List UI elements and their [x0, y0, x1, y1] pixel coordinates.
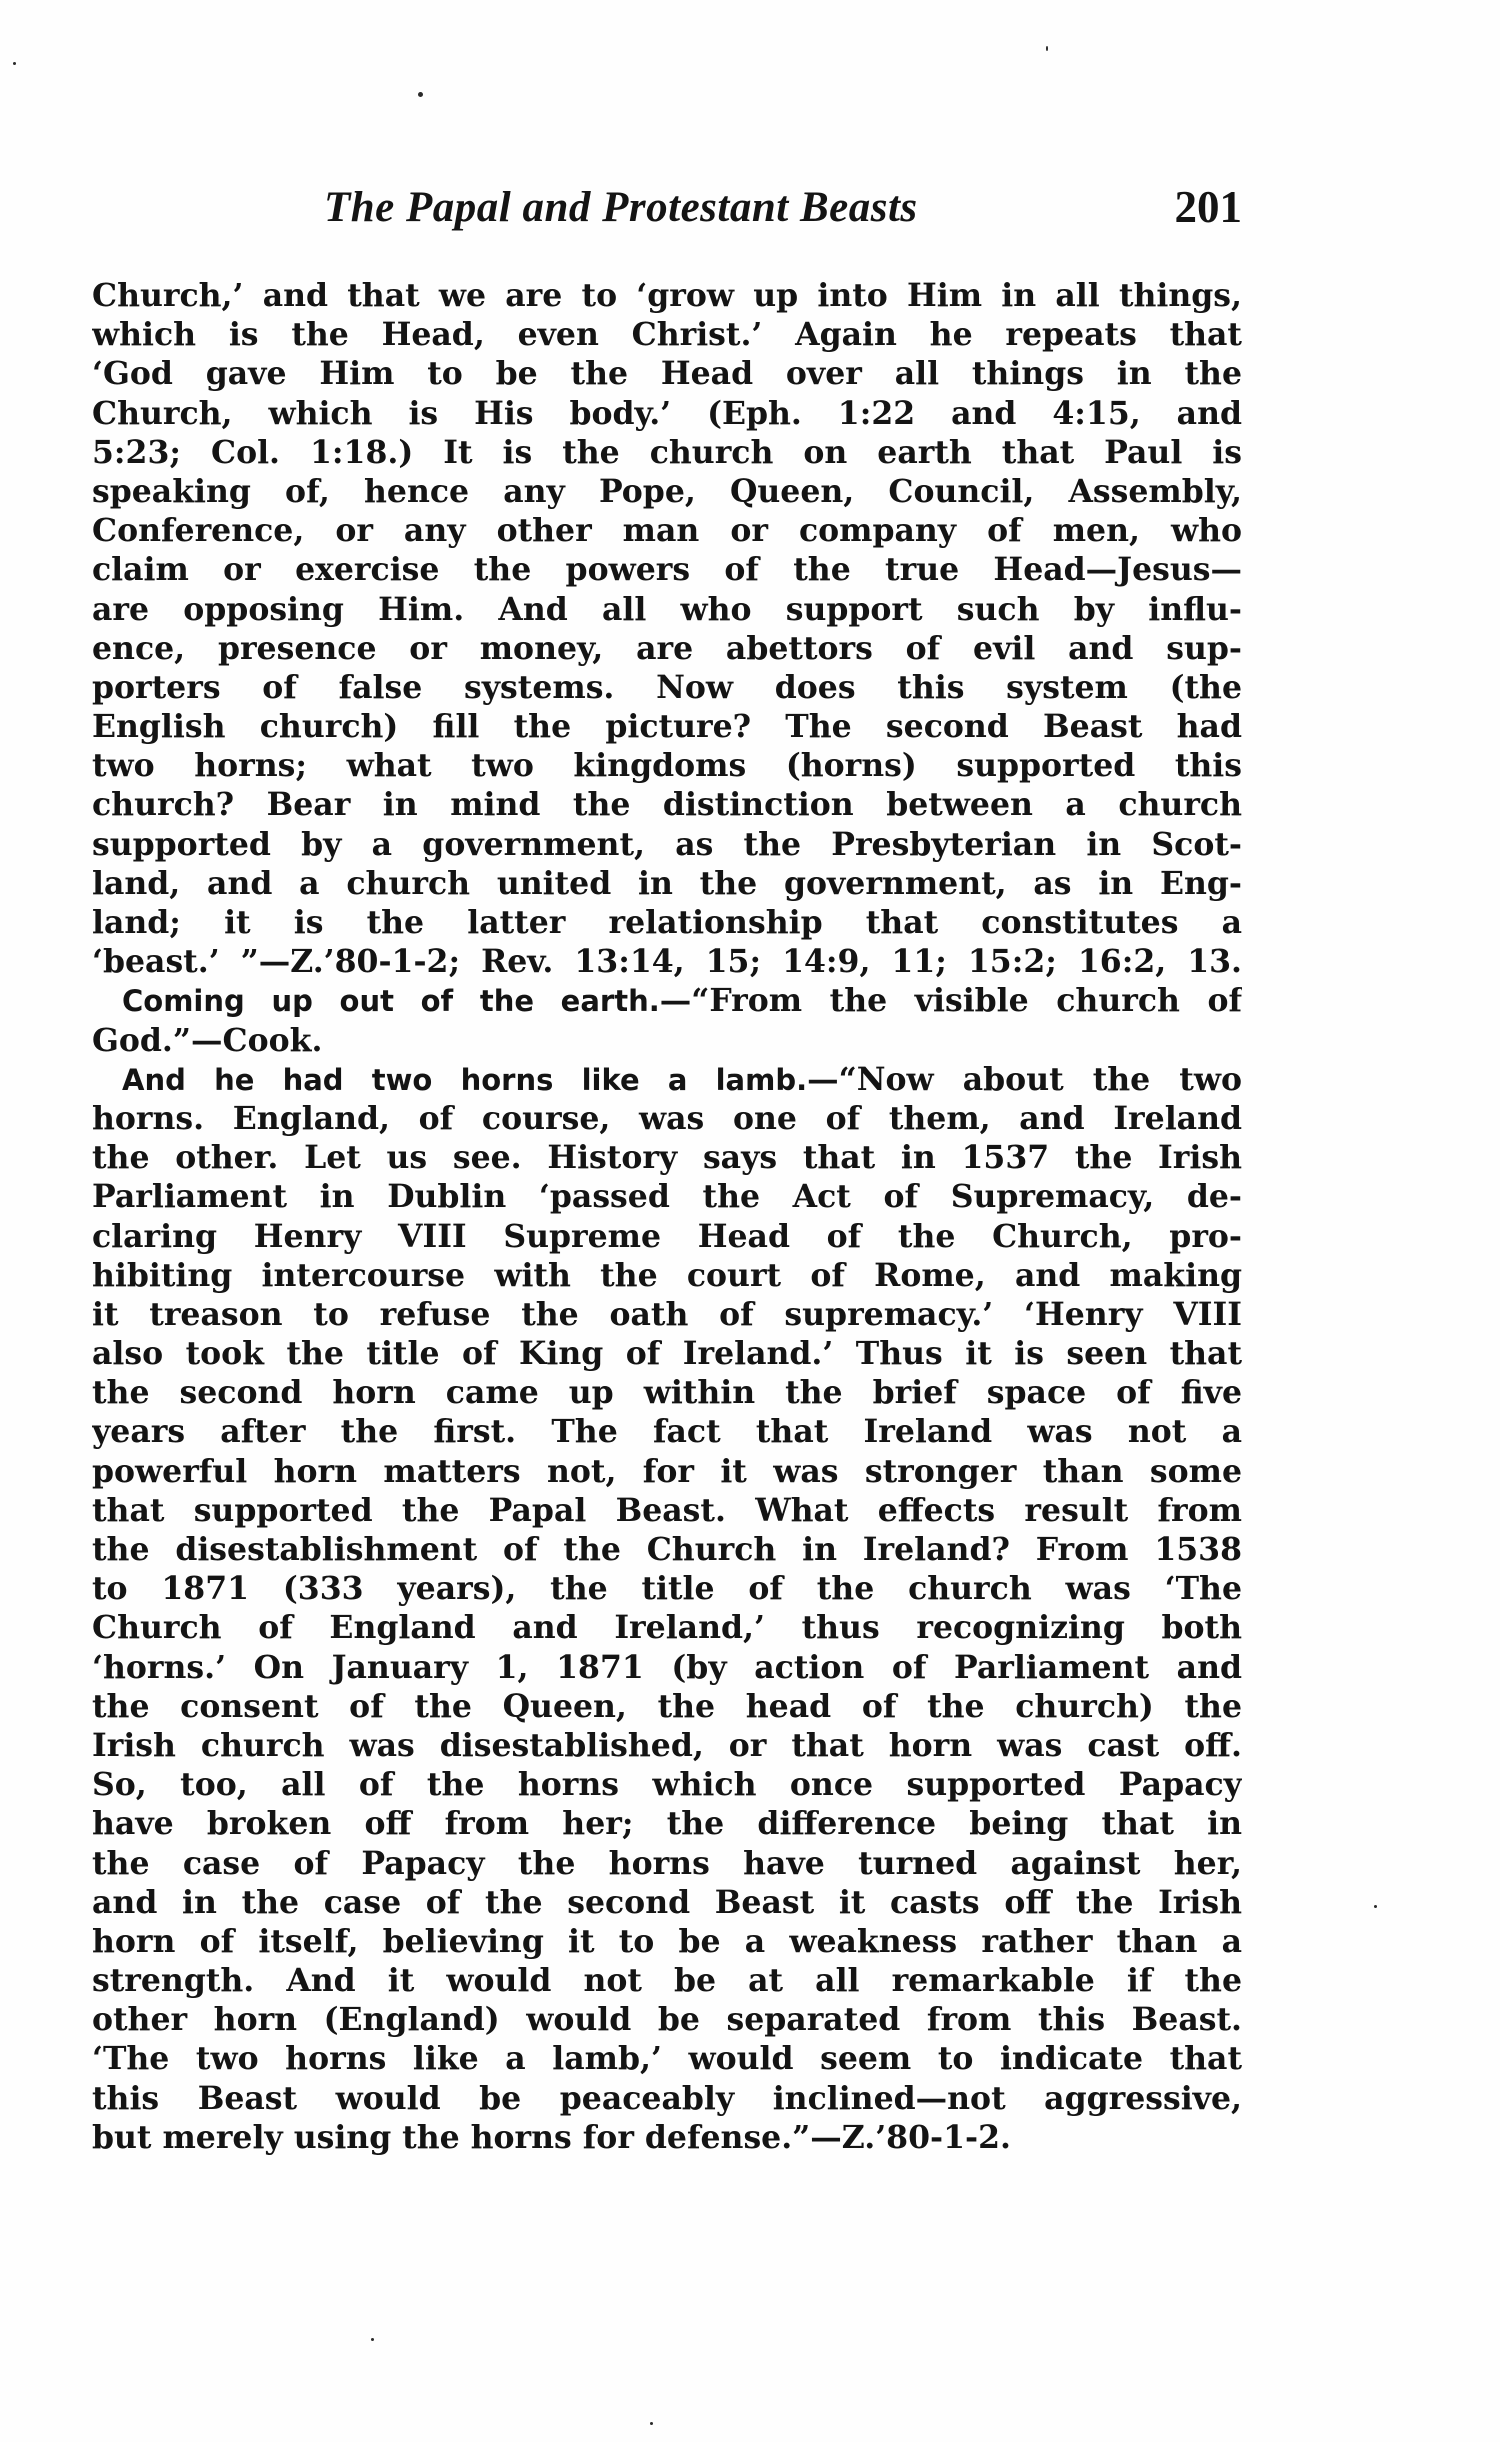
scan-speck: [650, 2422, 653, 2425]
text-line: have broken off from her; the difference being that in: [92, 1805, 1242, 1843]
text-line: the second horn came up within the brief space of five: [92, 1374, 1242, 1412]
text-line: the disestablishment of the Church in Ireland? From 1538: [92, 1531, 1242, 1568]
text-line: horn of itself, believing it to be a weakness rather than a: [92, 1922, 1242, 1960]
text-line: ‘God gave Him to be the Head over all things in the: [92, 355, 1242, 393]
text-line: which is the Head, even Christ.’ Again he repeats that: [92, 316, 1242, 354]
page-body: [92, 276, 1242, 2157]
text-line: ‘The two horns like a lamb,’ would seem to indicate that: [92, 2040, 1242, 2078]
text-line: speaking of, hence any Pope, Queen, Council, Assembly,: [92, 472, 1242, 510]
text-line: the case of Papacy the horns have turned against her,: [92, 1844, 1242, 1882]
verse-lead: And he had two horns like a lamb.: [122, 1062, 808, 1097]
text-line: ‘horns.’ On January 1, 1871 (by action of Parliament and: [92, 1648, 1242, 1686]
scan-speck: [1374, 1905, 1377, 1908]
text-line: hibiting intercourse with the court of Rome, and making: [92, 1256, 1242, 1294]
text-run: —“From the visible church of: [659, 982, 1242, 1020]
verse-lead: Coming up out of the earth.: [122, 984, 660, 1019]
text-line: Parliament in Dublin ‘passed the Act of Supremacy, de-: [92, 1178, 1242, 1216]
text-line: two horns; what two kingdoms (horns) supported this: [92, 747, 1242, 785]
scan-speck: [371, 2338, 374, 2341]
scan-speck: [13, 62, 16, 65]
text-line: land; it is the latter relationship that constitutes a: [92, 904, 1242, 941]
text-line: horns. England, of course, was one of them, and Ireland: [92, 1099, 1242, 1137]
text-line: Conference, or any other man or company of men, who: [92, 512, 1242, 550]
text-line: ence, presence or money, are abettors of evil and sup-: [92, 629, 1242, 667]
page-header: [92, 183, 1242, 239]
page-number: 201: [1174, 182, 1242, 232]
text-line: Irish church was disestablished, or that horn was cast off.: [92, 1726, 1242, 1764]
scan-speck: [1046, 46, 1048, 51]
text-line: but merely using the horns for defense.”—Z.’80-1-2.: [92, 2118, 1011, 2156]
text-line: powerful horn matters not, for it was stronger than some: [92, 1452, 1242, 1490]
running-title: The Papal and Protestant Beasts: [324, 184, 918, 231]
text-line: Church of England and Ireland,’ thus recognizing both: [92, 1609, 1242, 1647]
paragraph-church-head: [92, 276, 1242, 981]
text-line: [92, 981, 1242, 1020]
text-line: years after the first. The fact that Ireland was not a: [92, 1413, 1242, 1451]
text-line: and in the case of the second Beast it casts off the Irish: [92, 1883, 1242, 1921]
text-line: the other. Let us see. History says that in 1537 the Irish: [92, 1139, 1242, 1177]
text-line: God.”—Cook.: [92, 1021, 323, 1059]
text-line: to 1871 (333 years), the title of the church was ‘The: [92, 1570, 1242, 1608]
text-line: other horn (England) would be separated from this Beast.: [92, 2001, 1242, 2039]
text-line: land, and a church united in the government, as in Eng-: [92, 864, 1242, 902]
paragraph-two-horns: [92, 1060, 1242, 2157]
text-line: church? Bear in mind the distinction between a church: [92, 786, 1242, 824]
text-line: Church, which is His body.’ (Eph. 1:22 and 4:15, and: [92, 394, 1242, 432]
text-line: are opposing Him. And all who support such by influ-: [92, 590, 1242, 628]
text-line: 5:23; Col. 1:18.) It is the church on earth that Paul is: [92, 433, 1242, 471]
text-line: that supported the Papal Beast. What effects result from: [92, 1491, 1242, 1529]
scan-speck: [418, 92, 423, 97]
text-run: —“Now about the two: [807, 1060, 1242, 1098]
text-line: [92, 1060, 1242, 1099]
text-line: supported by a government, as the Presbyterian in Scot-: [92, 825, 1242, 863]
text-line: English church) fill the picture? The second Beast had: [92, 708, 1242, 746]
text-line: Church,’ and that we are to ‘grow up into Him in all things,: [92, 277, 1242, 314]
text-line: this Beast would be peaceably inclined—not aggressive,: [92, 2079, 1242, 2117]
text-line: strength. And it would not be at all remarkable if the: [92, 1962, 1242, 2000]
text-line: the consent of the Queen, the head of the church) the: [92, 1687, 1242, 1725]
text-line: claring Henry VIII Supreme Head of the Church, pro-: [92, 1217, 1242, 1255]
paragraph-coming-up: [92, 981, 1242, 1059]
text-line: it treason to refuse the oath of supremacy.’ ‘Henry VIII: [92, 1295, 1242, 1333]
text-line: also took the title of King of Ireland.’ Thus it is seen that: [92, 1335, 1242, 1373]
text-line: porters of false systems. Now does this system (the: [92, 668, 1242, 706]
text-line: ‘beast.’ ”—Z.’80-1-2; Rev. 13:14, 15; 14:9, 11; 15:2; 16:2, 13.: [92, 943, 1242, 981]
text-line: So, too, all of the horns which once supported Papacy: [92, 1766, 1242, 1804]
text-line: claim or exercise the powers of the true Head—Jesus—: [92, 551, 1242, 589]
